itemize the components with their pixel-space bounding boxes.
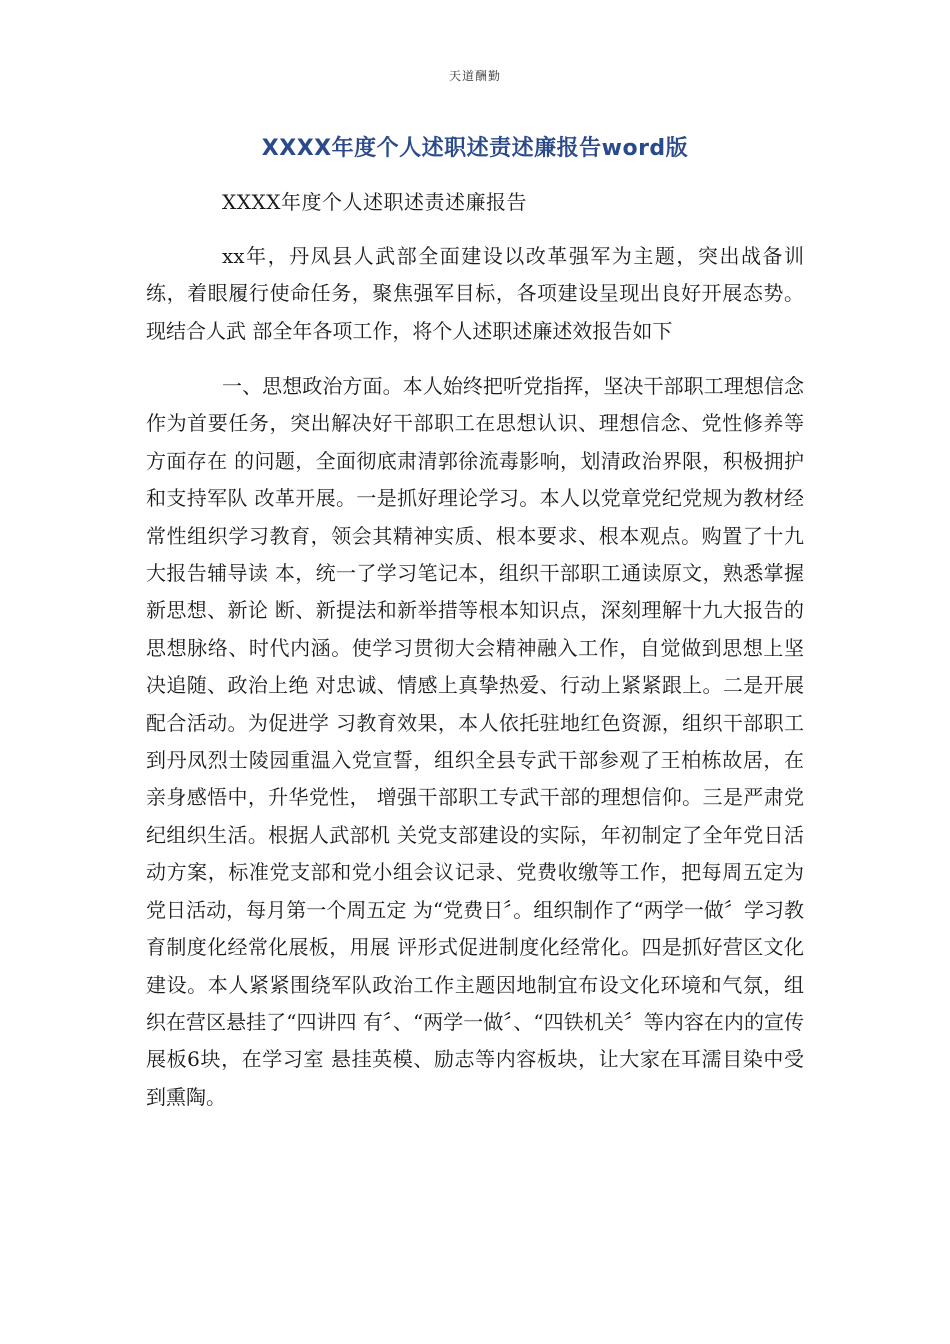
document-title: XXXX年度个人述职述责述廉报告word版 [261, 136, 689, 161]
paragraph-ideology: 一、思想政治方面。本人始终把听党指挥，坚决干部职工理想信念作为首要任务，突出解决好干部职工在思想认识、理想信念、党性修养等方面存在 的问题，全面彻底肃清郭徐流毒影响，划清政治界限，积极拥护和支持军队 改革开展。一是抓好理论学习。本人以党章党纪党规为教材经常性组织学习教育，领会其精神实质、根本要求、根本观点。购置了十九大报告辅导读 本，统一了学习笔记本，组织干部职工通读原文，熟悉掌握新思想、新论 断、新提法和新举措等根本知识点，深刻理解十九大报告的思想脉络、时代内涵。使学习贯彻大会精神融入工作，自觉做到思想上坚决追随、政治上绝 对忠诚、情感上真挚热爱、行动上紧紧跟上。二是开展配合活动。为促进学 习教育效果，本人依托驻地红色资源，组织干部职工到丹凤烈士陵园重温入党宣誓，组织全县专武干部参观了王柏栋故居，在亲身感悟中，升华党性， 增强干部职工专武干部的理想信仰。三是严肃党纪组织生活。根据人武部机 关党支部建设的实际，年初制定了全年党日活动方案，标准党支部和党小组会议记录、党费收缴等工作，把每周五定为党日活动，每月第一个周五定 为“党费日〞。组织制作了“两学一做〞学习教育制度化经常化展板，用展 评形式促进制度化经常化。四是抓好营区文化建设。本人紧紧围绕军队政治工作主题因地制宜布设文化环境和气氛，组织在营区悬挂了“四讲四 有〞、“两学一做〞、“四铁机关〞等内容在内的宣传展板6块，在学习室 悬挂英模、励志等内容板块，让大家在耳濡目染中受到熏陶。 [146, 374, 804, 1109]
paragraph-intro: xx年，丹凤县人武部全面建设以改革强军为主题，突出战备训练，着眼履行使命任务，聚焦强军目标，各项建设呈现出良好开展态势。现结合人武 部全年各项工作，将个人述职述廉述效报告如下 [146, 244, 804, 343]
page-header: 天道酬勤 [448, 69, 501, 83]
document-subtitle: XXXX年度个人述职述责述廉报告 [222, 190, 527, 214]
